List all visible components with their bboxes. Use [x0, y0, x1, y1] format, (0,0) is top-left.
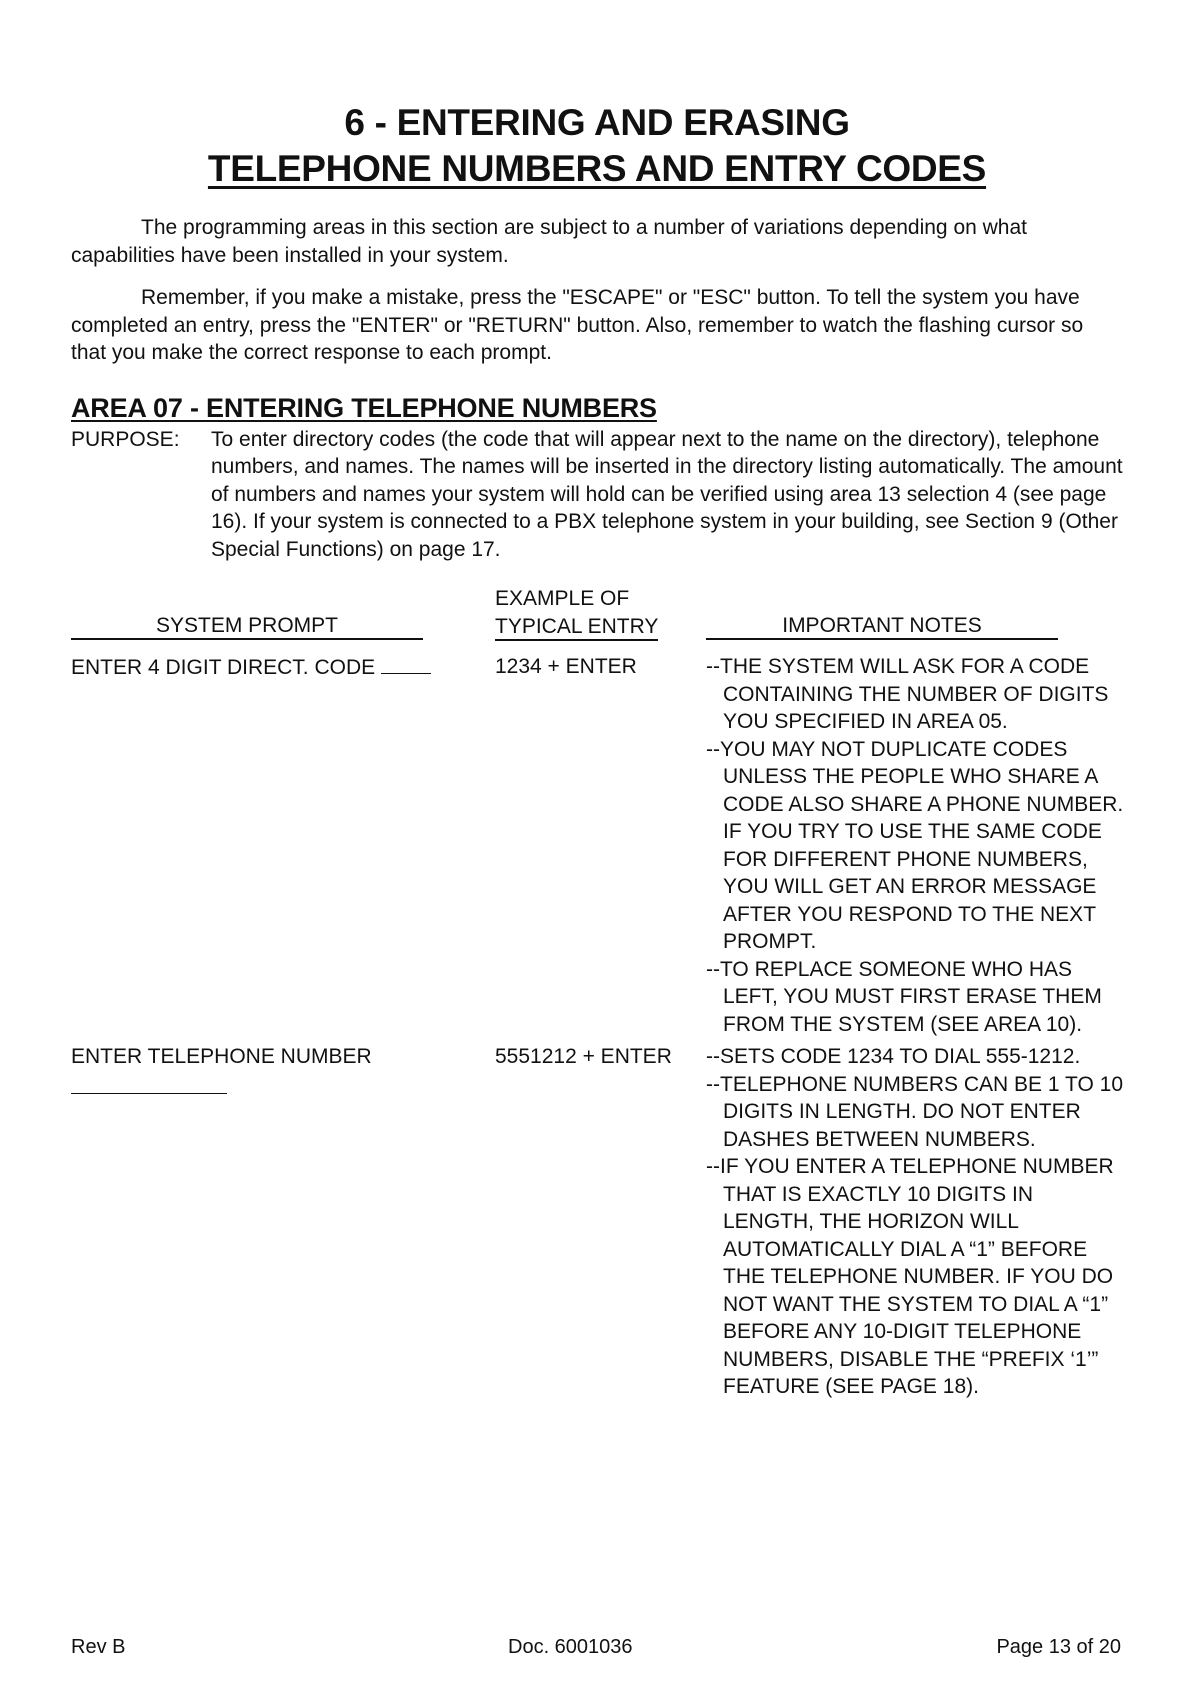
header-typical-entry: TYPICAL ENTRY [495, 614, 658, 641]
header-example-of: EXAMPLE OF [495, 587, 630, 610]
row-2-prompt-cell [71, 1043, 372, 1094]
table-header [71, 585, 1123, 640]
row-1-prompt-cell [71, 653, 431, 682]
purpose-label: PURPOSE: [71, 427, 180, 451]
input-blank-line [71, 1071, 227, 1094]
row-1-notes [706, 653, 1126, 1038]
header-system-prompt: SYSTEM PROMPT [71, 613, 423, 640]
footer-page-number: Page 13 of 20 [996, 1636, 1121, 1658]
row-2-prompt: ENTER TELEPHONE NUMBER [71, 1045, 372, 1068]
page-footer [71, 1634, 1121, 1662]
document-page [71, 100, 1123, 1463]
intro-paragraph-2: Remember, if you make a mistake, press the "ESCAPE" or "ESC" button. To tell the system you have completed an entry, press the "ENTER" or "RETURN" button. Also, remember to watch the flashing cursor so that you make the correct response to each prompt. [71, 286, 1084, 364]
note-item: --YOU MAY NOT DUPLICATE CODES UNLESS THE PEOPLE WHO SHARE A CODE ALSO SHARE A PHONE NUMBER. IF YOU TRY TO USE THE SAME CODE FOR DIFFERENT PHONE NUMBERS, YOU WILL GET AN ERROR MESSAGE AFTER YOU RESPOND TO THE NEXT PROMPT. [706, 737, 1124, 953]
section-heading: AREA 07 - ENTERING TELEPHONE NUMBERS [71, 392, 657, 423]
row-2-entry: 5551212 + ENTER [495, 1045, 672, 1068]
row-1-prompt: ENTER 4 DIGIT DIRECT. CODE [71, 656, 376, 679]
purpose-block [71, 426, 1123, 564]
title-line-2: TELEPHONE NUMBERS AND ENTRY CODES [207, 148, 987, 189]
table-row [71, 1043, 1123, 1463]
note-item: --SETS CODE 1234 TO DIAL 555-1212. [706, 1045, 1081, 1068]
row-2-notes [706, 1043, 1126, 1401]
page-title [71, 100, 1123, 192]
table-row [71, 653, 1123, 1043]
note-item: --TELEPHONE NUMBERS CAN BE 1 TO 10 DIGITS IN LENGTH. DO NOT ENTER DASHES BETWEEN NUMBERS. [706, 1072, 1123, 1151]
note-item: --THE SYSTEM WILL ASK FOR A CODE CONTAINING THE NUMBER OF DIGITS YOU SPECIFIED IN AREA 05. [706, 655, 1109, 733]
footer-doc-number: Doc. 6001036 [508, 1636, 633, 1658]
footer-revision: Rev B [71, 1636, 126, 1658]
header-important-notes: IMPORTANT NOTES [706, 613, 1058, 640]
note-item: --TO REPLACE SOMEONE WHO HAS LEFT, YOU MUST FIRST ERASE THEM FROM THE SYSTEM (SEE AREA 10). [706, 957, 1102, 1036]
row-1-entry: 1234 + ENTER [495, 655, 637, 678]
title-line-1: 6 - ENTERING AND ERASING [344, 102, 850, 143]
intro-paragraph-1: The programming areas in this section are subject to a number of variations depending on what capabilities have been installed in your system. [71, 216, 1027, 267]
input-blank-line [381, 653, 431, 674]
note-item: --IF YOU ENTER A TELEPHONE NUMBER THAT IS EXACTLY 10 DIGITS IN LENGTH, THE HORIZON WILL AUTOMATICALLY DIAL A “1” BEFORE THE TELEPHONE NUMBER. IF YOU DO NOT WANT THE SYSTEM TO DIAL A “1” BEFORE ANY 10-DIGIT TELEPHONE NUMBERS, DISABLE THE “PREFIX ‘1’” FEATURE (SEE PAGE 18). [706, 1155, 1114, 1398]
purpose-text: To enter directory codes (the code that will appear next to the name on the directory), telephone numbers, and names. The names will be inserted in the directory listing automatically. The amount of numbers and names your system will hold can be verified using area 13 selection 4 (see page 16). If your system is connected to a PBX telephone system in your building, see Section 9 (Other Special Functions) on page 17. [211, 427, 1123, 561]
